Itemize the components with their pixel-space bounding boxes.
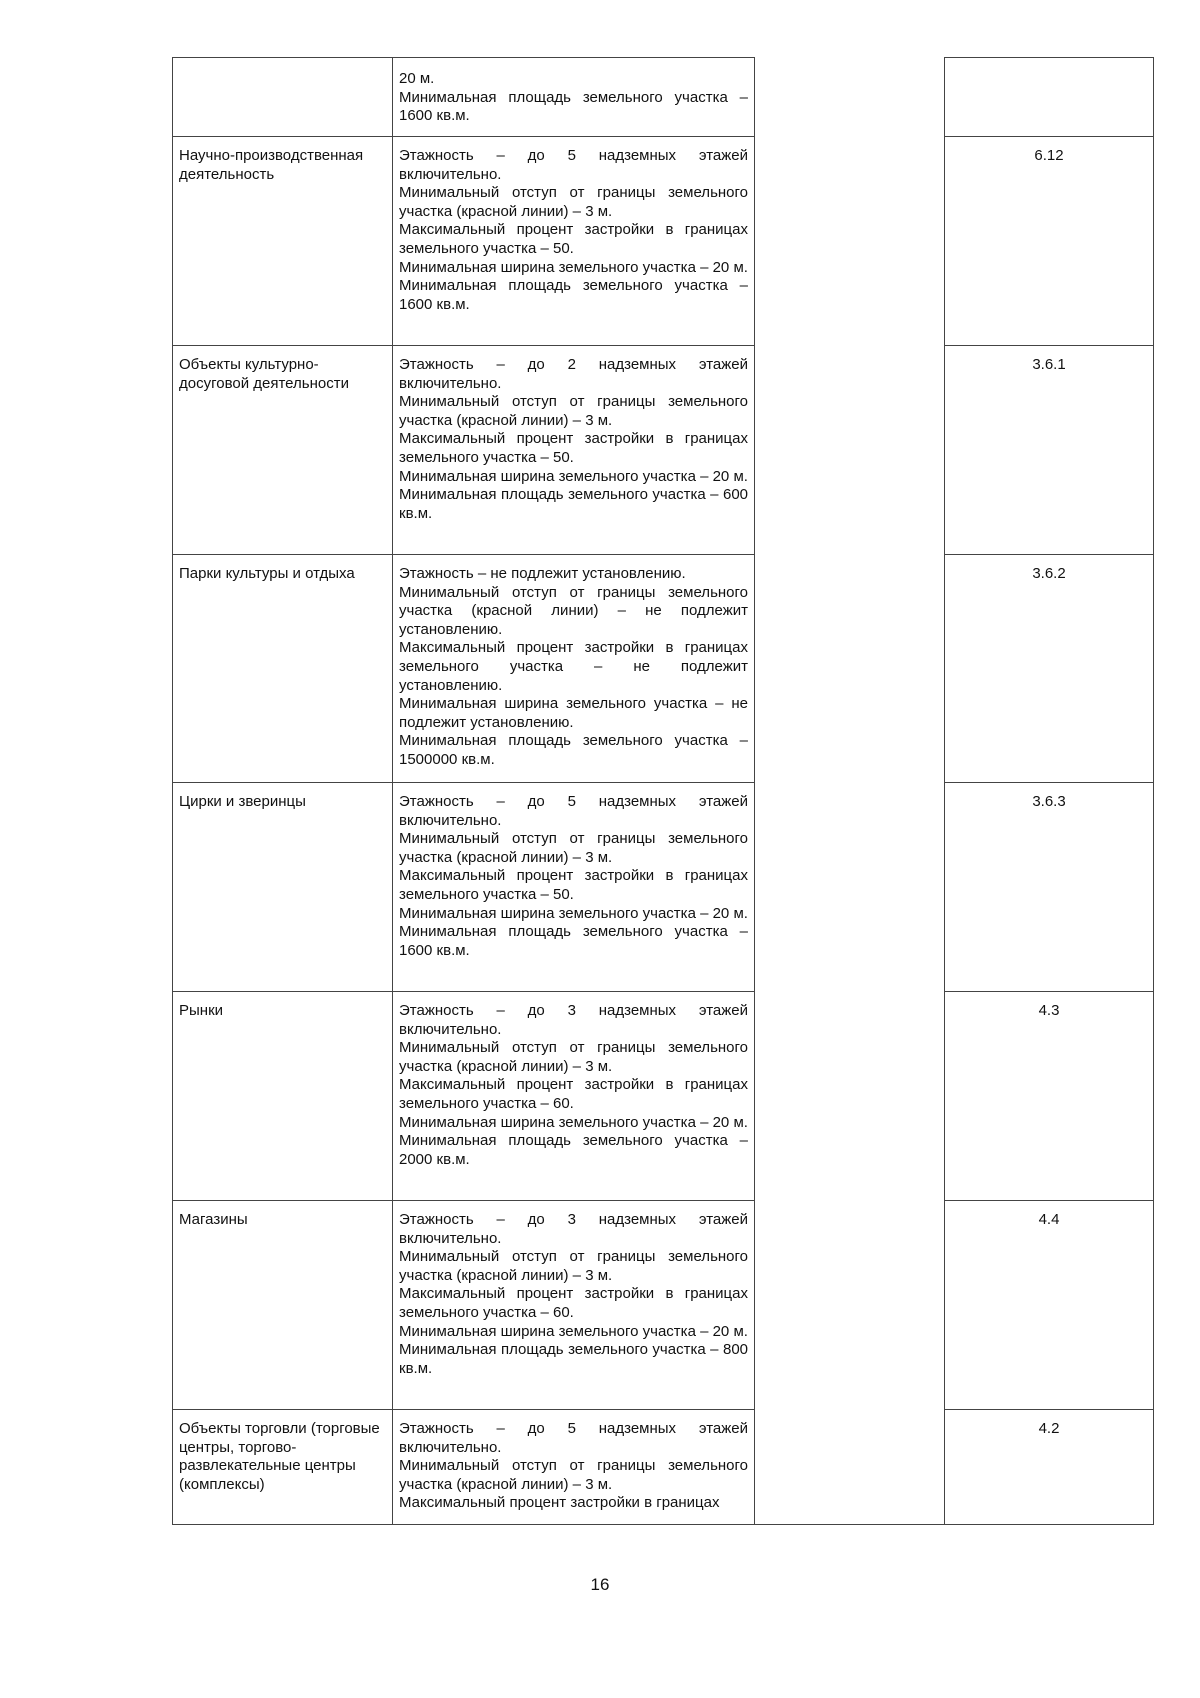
parameter-line: Максимальный процент застройки в границах земельного участка – не подлежит установлению.: [399, 639, 748, 694]
parameters-cell: [393, 346, 755, 555]
code-cell: 3.6.2: [945, 555, 1154, 783]
parameter-line: Минимальный отступ от границы земельного участка (красной линии) – 3 м.: [399, 393, 748, 429]
parameter-line: Максимальный процент застройки в границах земельного участка – 50.: [399, 867, 748, 903]
parameters-cell: [393, 555, 755, 783]
parameter-line: Максимальный процент застройки в границах земельного участка – 60.: [399, 1285, 748, 1321]
empty-column-cell: [755, 1201, 945, 1410]
use-name-cell: Парки культуры и отдыха: [173, 555, 393, 783]
table-row: [173, 555, 1154, 783]
use-name-cell: [173, 58, 393, 137]
parameter-line: Максимальный процент застройки в границах земельного участка – 60.: [399, 1076, 748, 1112]
table-row: [173, 137, 1154, 346]
parameters-cell: [393, 58, 755, 137]
table-row: [173, 58, 1154, 137]
parameter-line: Минимальный отступ от границы земельного участка (красной линии) – 3 м.: [399, 830, 748, 866]
code-cell: 3.6.1: [945, 346, 1154, 555]
parameters-cell: [393, 137, 755, 346]
empty-column-cell: [755, 783, 945, 992]
parameter-line: Минимальная ширина земельного участка – не подлежит установлению.: [399, 695, 748, 731]
parameter-line: Минимальная площадь земельного участка – 600 кв.м.: [399, 486, 748, 522]
parameter-line: Этажность – до 5 надземных этажей включительно.: [399, 147, 748, 183]
parameter-line: Минимальный отступ от границы земельного участка (красной линии) – 3 м.: [399, 1248, 748, 1284]
empty-column-cell: [755, 137, 945, 346]
parameter-line: Минимальная ширина земельного участка – 20 м.: [399, 1322, 748, 1340]
use-name-cell: Цирки и зверинцы: [173, 783, 393, 992]
parameter-line: Минимальная площадь земельного участка – 800 кв.м.: [399, 1341, 748, 1377]
parameter-line: Минимальная ширина земельного участка – 20 м.: [399, 258, 748, 276]
parameter-line: Минимальная площадь земельного участка – 1500000 кв.м.: [399, 732, 748, 768]
parameter-line: Минимальная ширина земельного участка – 20 м.: [399, 904, 748, 922]
land-use-table: [172, 57, 1154, 1525]
code-cell: [945, 58, 1154, 137]
page-number: 16: [590, 1575, 610, 1594]
empty-column-cell: [755, 346, 945, 555]
table-row: [173, 1410, 1154, 1525]
parameter-line: Минимальный отступ от границы земельного участка (красной линии) – 3 м.: [399, 1039, 748, 1075]
parameter-line: Этажность – до 2 надземных этажей включительно.: [399, 356, 748, 392]
code-cell: 6.12: [945, 137, 1154, 346]
use-name-cell: Объекты культурно-досуговой деятельности: [173, 346, 393, 555]
table-row: [173, 783, 1154, 992]
parameter-line: Минимальная ширина земельного участка – 20 м.: [399, 1113, 748, 1131]
parameter-line: Максимальный процент застройки в границах: [399, 1494, 720, 1512]
parameters-cell: [393, 1410, 755, 1525]
parameter-line: Этажность – до 5 надземных этажей включительно.: [399, 793, 748, 829]
code-cell: 3.6.3: [945, 783, 1154, 992]
parameters-cell: [393, 783, 755, 992]
parameter-line: Минимальный отступ от границы земельного участка (красной линии) – 3 м.: [399, 1457, 748, 1493]
parameters-cell: [393, 1201, 755, 1410]
parameter-line: Этажность – до 3 надземных этажей включительно.: [399, 1211, 748, 1247]
parameter-line: Максимальный процент застройки в границах земельного участка – 50.: [399, 430, 748, 466]
empty-column-cell: [755, 992, 945, 1201]
parameter-line: Минимальная площадь земельного участка – 1600 кв.м.: [399, 88, 748, 125]
parameter-line: Минимальная ширина земельного участка – 20 м.: [399, 467, 748, 485]
parameter-line: Максимальный процент застройки в границах земельного участка – 50.: [399, 221, 748, 257]
use-name-cell: Научно-производственная деятельность: [173, 137, 393, 346]
parameter-line: Минимальная площадь земельного участка – 1600 кв.м.: [399, 923, 748, 959]
parameter-line: 20 м.: [399, 70, 435, 87]
code-cell: 4.3: [945, 992, 1154, 1201]
parameter-line: Минимальная площадь земельного участка – 1600 кв.м.: [399, 277, 748, 313]
table-row: [173, 992, 1154, 1201]
parameter-line: Минимальная площадь земельного участка – 2000 кв.м.: [399, 1132, 748, 1168]
table-row: [173, 1201, 1154, 1410]
parameter-line: Этажность – не подлежит установлению.: [399, 565, 686, 582]
table-row: [173, 346, 1154, 555]
empty-column-cell: [755, 58, 945, 137]
code-cell: 4.4: [945, 1201, 1154, 1410]
parameter-line: Этажность – до 3 надземных этажей включительно.: [399, 1002, 748, 1038]
empty-column-cell: [755, 555, 945, 783]
parameter-line: Минимальный отступ от границы земельного участка (красной линии) – 3 м.: [399, 184, 748, 220]
parameter-line: Этажность – до 5 надземных этажей включительно.: [399, 1420, 748, 1456]
empty-column-cell: [755, 1410, 945, 1525]
use-name-cell: Рынки: [173, 992, 393, 1201]
code-cell: 4.2: [945, 1410, 1154, 1525]
parameters-cell: [393, 992, 755, 1201]
use-name-cell: Объекты торговли (торговые центры, торгово-развлекательные центры (комплексы): [173, 1410, 393, 1525]
use-name-cell: Магазины: [173, 1201, 393, 1410]
parameter-line: Минимальный отступ от границы земельного участка (красной линии) – не подлежит установлению.: [399, 583, 748, 638]
